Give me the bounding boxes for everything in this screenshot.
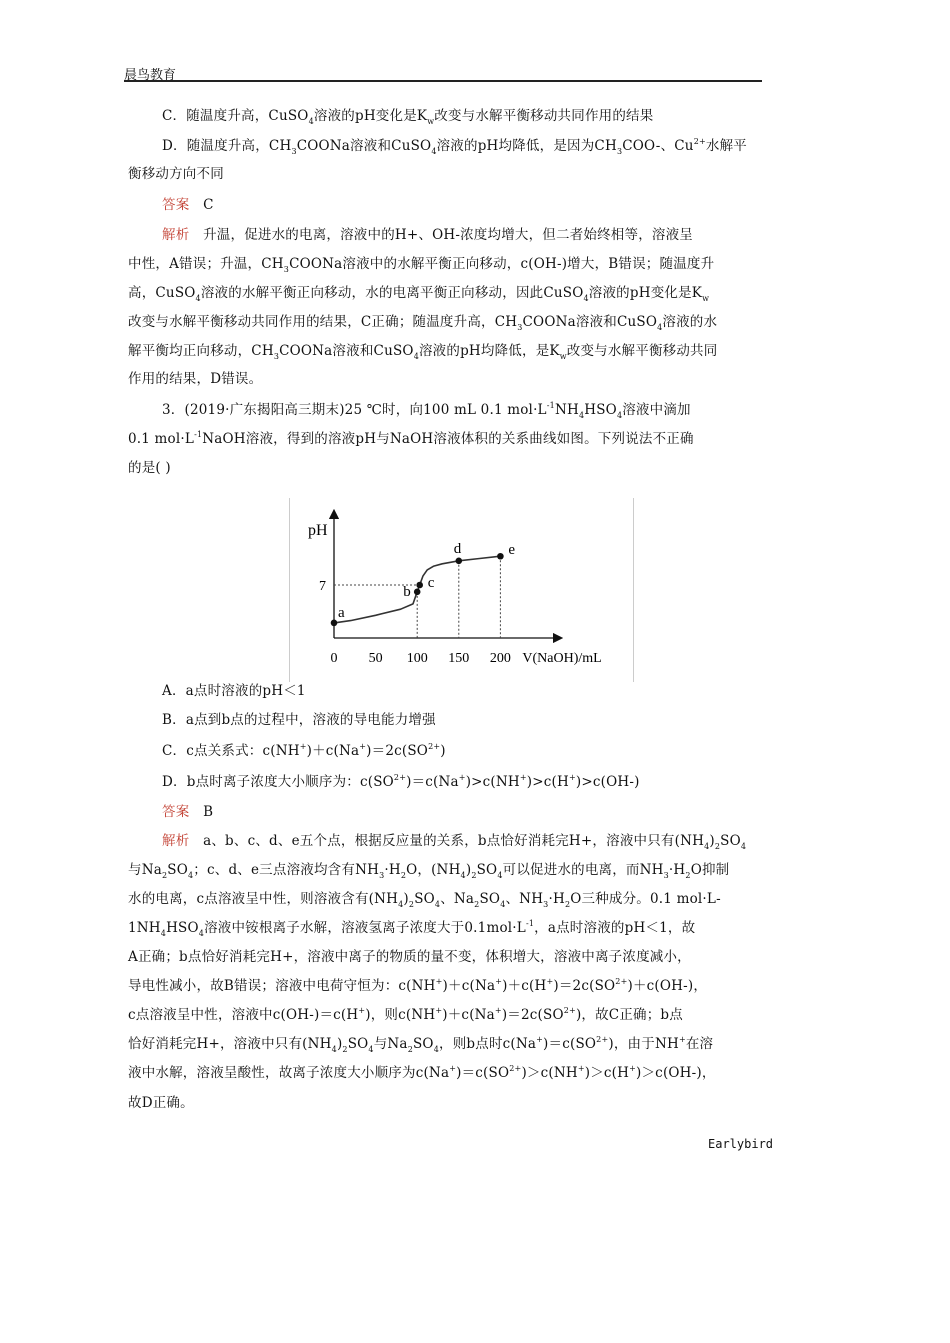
x-axis-label: V(NaOH)/mL	[522, 651, 602, 666]
q3-analysis-line-4: $1NH_4HSO_4$溶液中铵根离子水解，溶液氢离子浓度大于$0.1mol\cdot L^{-1}$，a点时溶液的pH＜1，故	[128, 919, 696, 938]
point-c	[416, 582, 423, 589]
q3-option-b: B．a点到b点的过程中，溶液的导电能力增强	[162, 712, 436, 728]
page-footer: Earlybird	[708, 1137, 774, 1151]
q3-analysis-line-9: 液中水解，溶液呈酸性，故离子浓度大小顺序为$c(Na^+)=c(SO^{2+})>c(NH^+)>c(H^+)>c(OH-)$，	[128, 1064, 716, 1081]
q2-option-c: C．随温度升高，CuSO$_4$溶液的pH变化是$K_w$改变与水解平衡移动共同作用的结果	[162, 108, 654, 126]
q3-analysis-line-10: 故D正确。	[128, 1095, 194, 1111]
q2-analysis-line-2: 中性，A错误；升温，$CH_3COONa$溶液中的水解平衡正向移动，c(OH-)增大，B错误；随温度升	[128, 256, 715, 274]
q3-analysis-line-5: A正确；b点恰好消耗完H+，溶液中离子的物质的量不变，体积增大，溶液中离子浓度减小，	[128, 949, 691, 965]
q3-answer: 答案 B	[162, 804, 214, 820]
x-tick-label-150: 150	[448, 651, 470, 666]
point-label-a: a	[338, 604, 345, 621]
q2-analysis-line-4: 改变与水解平衡移动共同作用的结果，C正确；随温度升高，$CH_3COONa$溶液和CuSO$_4$溶液的水	[128, 314, 718, 332]
point-e	[497, 553, 504, 560]
q2-analysis-line-1: 解析 升温，促进水的电离，溶液中的H+、OH-浓度均增大，但二者始终相等，溶液呈	[162, 227, 693, 243]
y-axis-label: pH	[308, 522, 328, 539]
y-tick-label-7: 7	[319, 579, 326, 595]
q3-stem-line-2: 0.1 $mol\cdot L^{-1}NaOH$溶液，得到的溶液pH与NaOH溶液体积的关系曲线如图。下列说法不正确	[128, 430, 694, 447]
chart-frame	[289, 498, 634, 682]
point-d	[456, 557, 463, 564]
point-a	[331, 620, 338, 627]
header-rule	[124, 80, 762, 82]
q3-analysis-line-3: 水的电离，c点溶液呈中性，则溶液含有$(NH_4)_2SO_4$、$Na_2SO_4$、$NH_3\cdot H_2O$三种成分。0.1 mol·L-	[128, 891, 721, 909]
q2-analysis-line-3: 高，CuSO$_4$溶液的水解平衡正向移动，水的电离平衡正向移动，因此CuSO$_4$溶液的pH变化是$K_w$	[128, 285, 710, 303]
x-tick-label-200: 200	[489, 651, 511, 666]
point-label-b: b	[403, 583, 411, 600]
q3-analysis-line-8: 恰好消耗完H+，溶液中只有$(NH_4)_2SO_4$与$Na_2SO_4$，则b点时$c(Na^+)=c(SO^{2+})$，由于NH+在溶	[128, 1035, 714, 1054]
page-header: 晨鸟教育	[124, 68, 177, 83]
point-b	[414, 589, 421, 596]
q3-analysis-line-1: 解析 a、b、c、d、e五个点，根据反应量的关系，b点恰好消耗完H+，溶液中只有$(NH_4)_2SO_4$	[162, 833, 747, 851]
q3-stem-line-1: 3．(2019·广东揭阳高三期末)25 ℃时，向100 mL 0.1 $mol\cdot L^{-1}NH_4HSO_4$溶液中滴加	[162, 401, 691, 420]
x-tick-label-100: 100	[406, 651, 428, 666]
q2-analysis-line-6: 作用的结果，D错误。	[128, 371, 263, 387]
point-label-e: e	[508, 542, 516, 559]
q3-option-a: A．a点时溶液的pH＜1	[162, 683, 306, 699]
q3-analysis-line-6: 导电性减小，故B错误；溶液中电荷守恒为：$c(NH^+)+c(Na^+)+c(H^+)=2c(SO^{2+})+c(OH-)$，	[128, 977, 708, 994]
point-label-d: d	[453, 540, 462, 557]
q3-analysis-line-7: c点溶液呈中性，溶液中c(OH-)＝c(H+)，则$c(NH^+)+c(Na^+)=2c(SO^{2+})$，故C正确；b点	[128, 1006, 683, 1023]
ph-titration-chart	[290, 498, 633, 682]
q3-option-d: D．b点时离子浓度大小顺序为：$c(SO^{2+})=c(Na^+)>c(NH^+)>c(H^+)>c(OH-)$	[162, 773, 640, 790]
x-tick-label-0: 0	[330, 651, 338, 666]
q3-analysis-line-2: 与$Na_2SO_4$；c、d、e三点溶液均含有$NH_3\cdot H_2O$，$(NH_4)_2SO_4$可以促进水的电离，而$NH_3\cdot H_2O$抑制	[128, 862, 730, 880]
q2-option-d-cont: 衡移动方向不同	[128, 166, 224, 182]
q3-stem-line-3: 的是( )	[128, 460, 171, 476]
q2-answer: 答案 C	[162, 197, 214, 213]
q2-option-d: D．随温度升高，$CH_3COONa$溶液和CuSO$_4$溶液的pH均降低，是因为$CH_3COO-$、$Cu^{2+}$水解平	[162, 137, 747, 156]
point-label-c: c	[427, 575, 435, 592]
x-tick-label-50: 50	[368, 651, 383, 666]
q3-option-c: C．c点关系式：$c(NH^+)+c(Na^+)=2c(SO^{2+})$	[162, 742, 446, 759]
q2-analysis-line-5: 解平衡均正向移动，$CH_3COONa$溶液和CuSO$_4$溶液的pH均降低，是$K_w$改变与水解平衡移动共同	[128, 343, 718, 361]
